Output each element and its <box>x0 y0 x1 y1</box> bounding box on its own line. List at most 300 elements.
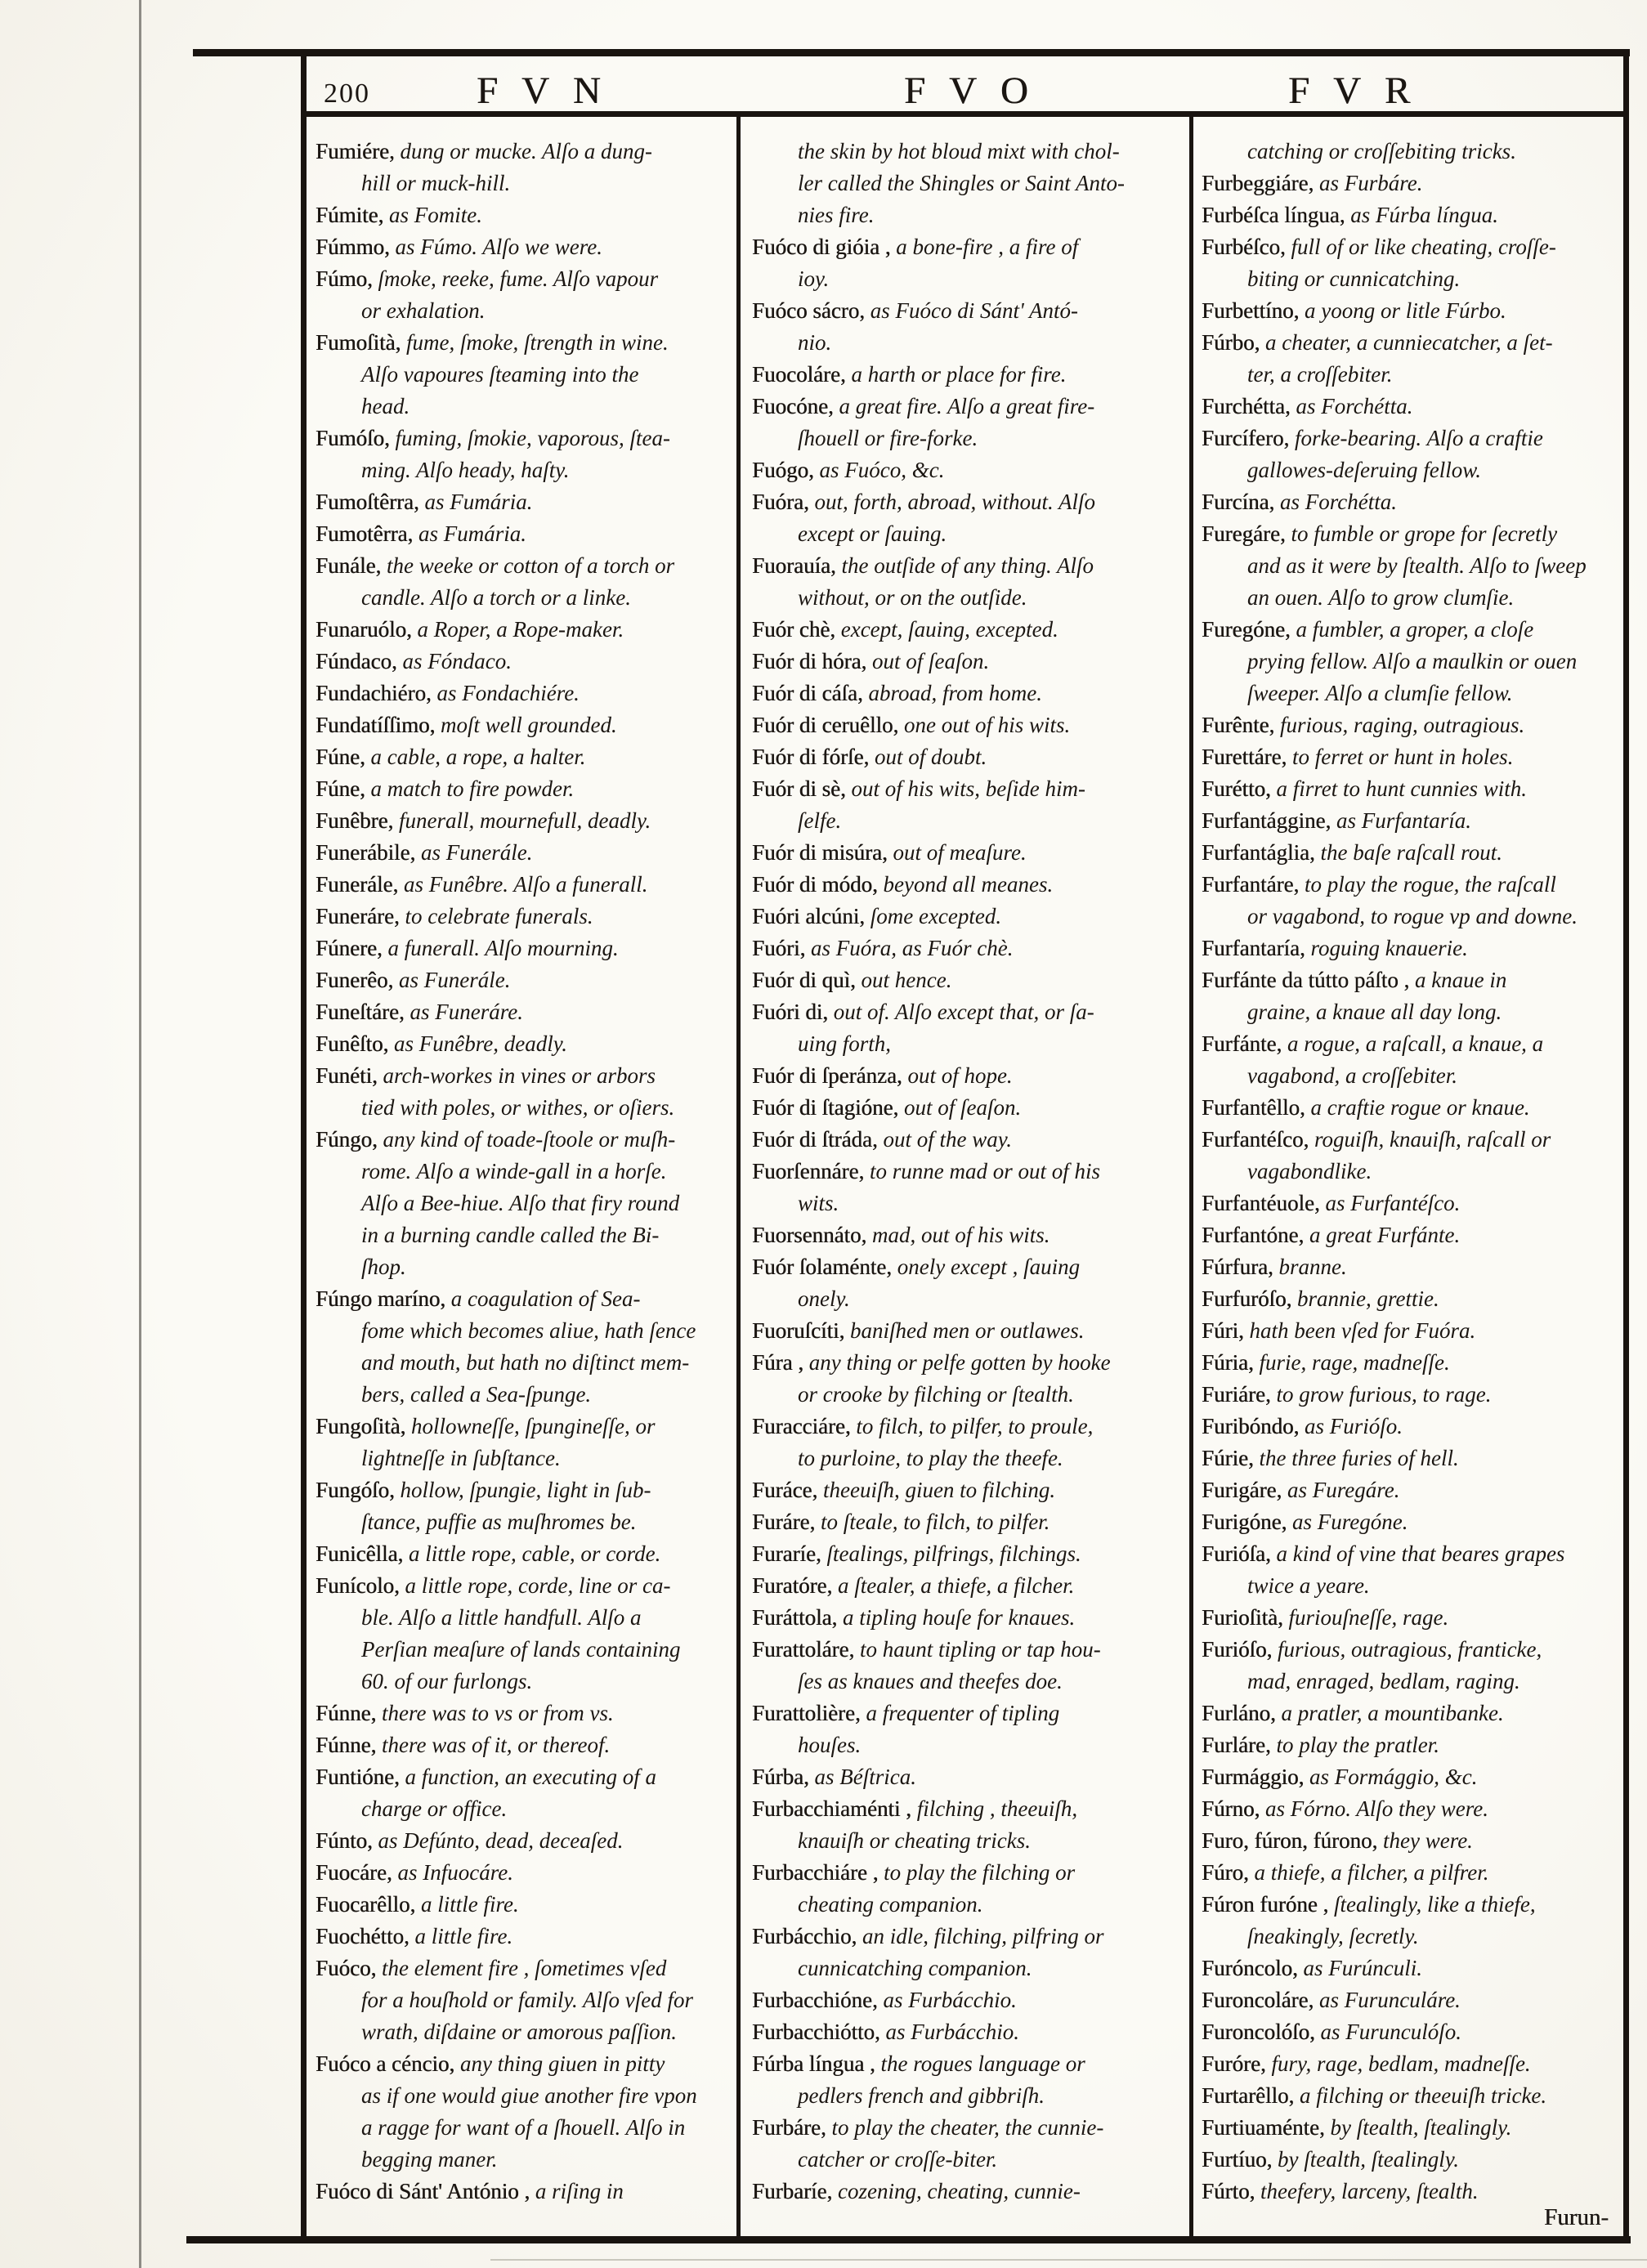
gloss-text: beyond all meanes. <box>883 872 1054 897</box>
running-head-fvn: F V N <box>477 69 608 112</box>
gloss-text: as Forchétta. <box>1296 394 1413 418</box>
headword: Furioſità, <box>1202 1605 1283 1630</box>
dictionary-entry <box>1202 964 1623 1028</box>
dictionary-entry <box>752 1984 1185 2016</box>
dictionary-entry <box>1202 1825 1623 1857</box>
dictionary-entry <box>1202 837 1623 869</box>
dictionary-entry <box>752 709 1185 741</box>
dictionary-entry <box>1202 168 1623 199</box>
gloss-text: out of ſeaſon. <box>903 1095 1022 1120</box>
headword: Fuór di quì, <box>752 968 856 992</box>
gloss-text: they were. <box>1382 1828 1473 1853</box>
headword: Fumiére, <box>316 139 395 163</box>
dictionary-entry <box>316 1411 736 1474</box>
gloss-line: ble. Alſo a little handfull. Alſo a <box>361 1605 642 1630</box>
gloss-text: the weeke or cotton of a torch or <box>387 553 675 578</box>
gloss-text: as Fúrba língua. <box>1350 203 1498 227</box>
lower-page-edge-line <box>490 2259 1647 2261</box>
gloss-text: to play the rogue, the raſcall <box>1304 872 1556 897</box>
gloss-text: as Fumária. <box>424 490 533 514</box>
gloss-line: ler called the Shingles or Saint Anto- <box>798 171 1125 195</box>
column-2 <box>752 136 1185 2208</box>
gloss-text: the rogues language or <box>880 2051 1085 2076</box>
dictionary-entry <box>1202 199 1623 231</box>
headword: Furibóndo, <box>1202 1414 1300 1438</box>
dictionary-entry <box>1202 869 1623 933</box>
dictionary-entry <box>752 1793 1185 1857</box>
gloss-text: out of doubt. <box>874 745 987 769</box>
headword: Fuóri alcúni, <box>752 904 865 928</box>
headword: Fuór di cáſa, <box>752 681 863 705</box>
dictionary-entry <box>316 263 736 327</box>
headword: Furfantóne, <box>1202 1223 1305 1247</box>
gloss-text: as Fondachiére. <box>436 681 580 705</box>
headword: Fúnne, <box>316 1701 377 1725</box>
gloss-text: a rogue, a raſcall, a knaue, a <box>1287 1031 1544 1056</box>
headword: Fuóri di, <box>752 1000 829 1024</box>
gloss-line: uing forth, <box>798 1031 892 1056</box>
headword: Furchétta, <box>1202 394 1291 418</box>
gloss-text: a pratler, a mountibanke. <box>1281 1701 1504 1725</box>
gloss-text: the baſe raſcall rout. <box>1320 840 1502 865</box>
gloss-text: a little rope, corde, line or ca- <box>405 1573 671 1598</box>
headword: Funerábile, <box>316 840 416 865</box>
dictionary-entry <box>316 1283 736 1411</box>
headword: Furfánte da tútto páſto , <box>1202 968 1410 992</box>
headword: Furigóne, <box>1202 1510 1287 1534</box>
gloss-text: except, ſauing, excepted. <box>840 617 1058 642</box>
gloss-text: hollow, ſpungie, light in ſub- <box>400 1478 651 1502</box>
dictionary-entry <box>1202 518 1623 614</box>
headword: Fumoſità, <box>316 330 401 355</box>
dictionary-entry <box>1202 1761 1623 1793</box>
headword: Funerêo, <box>316 968 394 992</box>
headword: Funále, <box>316 553 382 578</box>
dictionary-entry <box>752 1506 1185 1538</box>
dictionary-entry <box>752 901 1185 933</box>
headword: Furfantêllo, <box>1202 1095 1305 1120</box>
headword: Furbaríe, <box>752 2179 833 2203</box>
gloss-line: or vagabond, to rogue vp and downe. <box>1247 904 1578 928</box>
gloss-line: onely. <box>798 1286 850 1311</box>
headword: Fúnere, <box>316 936 383 960</box>
gloss-text: to ferret or hunt in holes. <box>1291 745 1514 769</box>
dictionary-entry <box>316 869 736 901</box>
headword: Furfánte, <box>1202 1031 1282 1056</box>
dictionary-entry <box>1202 2144 1623 2176</box>
gloss-text: as Defúnto, dead, deceaſed. <box>378 1828 624 1853</box>
dictionary-entry <box>1202 1347 1623 1379</box>
dictionary-entry <box>1202 614 1623 709</box>
gloss-text: fume, ſmoke, ſtrength in wine. <box>406 330 669 355</box>
gloss-line: except or ſauing. <box>798 521 947 546</box>
gloss-text: out, forth, abroad, without. Alſo <box>814 490 1096 514</box>
gloss-text: out of meaſure. <box>893 840 1027 865</box>
gloss-text: abroad, from home. <box>868 681 1042 705</box>
gloss-text: roguiſh, knauiſh, raſcall or <box>1314 1127 1551 1152</box>
headword: Fuorsennáto, <box>752 1223 867 1247</box>
headword: Furacciáre, <box>752 1414 851 1438</box>
gloss-text: hath been vſed for Fuóra. <box>1249 1318 1476 1343</box>
gloss-text: brannie, grettie. <box>1297 1286 1439 1311</box>
headword: Fuocoláre, <box>752 362 846 387</box>
dictionary-entry <box>316 1825 736 1857</box>
headword: Furbacchiótto, <box>752 2020 880 2044</box>
gloss-text: as Furúnculi. <box>1303 1956 1422 1980</box>
headword: Furbéſca língua, <box>1202 203 1345 227</box>
gloss-text: ſmoke, reeke, fume. Alſo vapour <box>378 266 659 291</box>
dictionary-entry <box>1202 2048 1623 2080</box>
gloss-text: to play the filching or <box>884 1860 1076 1885</box>
gloss-text: a coagulation of Sea- <box>450 1286 641 1311</box>
dictionary-entry <box>752 1921 1185 1984</box>
gloss-line: Alſo a Bee-hiue. Alſo that firy round <box>361 1191 680 1215</box>
gloss-text: as Funeráre. <box>410 1000 523 1024</box>
headword: Fuór di ſtráda, <box>752 1127 878 1152</box>
dictionary-entry <box>316 2176 736 2208</box>
headword: Fúrba, <box>752 1765 809 1789</box>
dictionary-entry <box>752 1411 1185 1474</box>
headword: Furtiuaménte, <box>1202 2115 1325 2140</box>
gloss-text: one out of his wits. <box>903 713 1071 737</box>
headword: Fúngo maríno, <box>316 1286 445 1311</box>
headword: Fuór ſolaménte, <box>752 1255 892 1279</box>
gloss-text: there was to vs or from vs. <box>382 1701 614 1725</box>
frame-rule-left <box>301 49 307 2243</box>
gloss-line: hill or muck-hill. <box>361 171 511 195</box>
headword: Funaruólo, <box>316 617 412 642</box>
frame-rule-right <box>1623 49 1629 2243</box>
gloss-text: a great fire. Alſo a great fire- <box>839 394 1095 418</box>
dictionary-entry <box>1202 1793 1623 1825</box>
dictionary-entry <box>752 964 1185 996</box>
gloss-line: an ouen. Alſo to grow clumſie. <box>1247 585 1515 610</box>
dictionary-entry <box>1202 1251 1623 1283</box>
dictionary-entry <box>1202 1028 1623 1092</box>
dictionary-entry <box>1202 741 1623 773</box>
gloss-line: mad, enraged, bedlam, raging. <box>1247 1669 1520 1693</box>
gloss-text: full of or like cheating, croſſe- <box>1291 235 1556 259</box>
headword: Furbacchiaménti , <box>752 1796 911 1821</box>
dictionary-entry <box>316 837 736 869</box>
gloss-text: out of. Alſo except that, or ſa- <box>833 1000 1094 1024</box>
gloss-line: ming. Alſo heady, haſty. <box>361 458 570 482</box>
column-divider-1 <box>736 117 741 2238</box>
dictionary-entry <box>1202 1219 1623 1251</box>
headword: Furcífero, <box>1202 426 1290 450</box>
dictionary-entry <box>752 1474 1185 1506</box>
headword: Furmággio, <box>1202 1765 1305 1789</box>
headword: Furegóne, <box>1202 617 1291 642</box>
headword: Fuóco, <box>316 1956 377 1980</box>
gloss-line: ſweeper. Alſo a clumſie fellow. <box>1247 681 1513 705</box>
headword: Furiáre, <box>1202 1382 1271 1407</box>
gloss-text: to runne mad or out of his <box>869 1159 1100 1183</box>
dictionary-entry <box>316 231 736 263</box>
dictionary-entry <box>752 2016 1185 2048</box>
gloss-line: cunnicatching companion. <box>798 1956 1032 1980</box>
headword: Furoncolóſo, <box>1202 2020 1315 2044</box>
headword: Fuocáre, <box>316 1860 392 1885</box>
dictionary-entry <box>1202 2080 1623 2112</box>
gloss-text: as Furfantaría. <box>1336 808 1471 833</box>
gloss-text: a little rope, cable, or corde. <box>408 1541 661 1566</box>
dictionary-entry <box>1202 2016 1623 2048</box>
headword: Fuógo, <box>752 458 814 482</box>
headword: Furattoláre, <box>752 1637 855 1662</box>
gloss-line: tied with poles, or withes, or oſiers. <box>361 1095 675 1120</box>
headword: Fuór chè, <box>752 617 835 642</box>
headword: Furfantéſco, <box>1202 1127 1309 1152</box>
headword: Furláno, <box>1202 1701 1276 1725</box>
gloss-line: fome which becomes aliue, hath ſence <box>361 1318 696 1343</box>
headword: Furáre, <box>752 1510 816 1534</box>
dictionary-entry <box>1202 1729 1623 1761</box>
dictionary-entry <box>316 1028 736 1060</box>
headword: Fuór di sè, <box>752 776 846 801</box>
gloss-line: Alſo vapoures ſteaming into the <box>361 362 639 387</box>
gloss-text: a riſing in <box>535 2179 624 2203</box>
headword: Fuorauía, <box>752 553 836 578</box>
gloss-line: twice a yeare. <box>1247 1573 1370 1598</box>
gloss-text: dung or mucke. Alſo a dung- <box>400 139 652 163</box>
dictionary-entry <box>1202 1474 1623 1506</box>
gloss-line: as if one would giue another fire vpon <box>361 2083 697 2108</box>
dictionary-entry <box>752 295 1185 359</box>
gloss-text: theefery, larceny, ſtealth. <box>1260 2179 1479 2203</box>
gloss-text: a fumbler, a groper, a cloſe <box>1296 617 1534 642</box>
dictionary-entry <box>752 1538 1185 1570</box>
headword: Furáttola, <box>752 1605 838 1630</box>
headword: Funéti, <box>316 1063 378 1088</box>
dictionary-entry <box>316 741 736 773</box>
dictionary-entry <box>316 964 736 996</box>
headword: Fundachiéro, <box>316 681 432 705</box>
gloss-text: any kind of toade-ſtoole or muſh- <box>383 1127 676 1152</box>
dictionary-entry <box>752 2112 1185 2176</box>
gloss-text: a kind of vine that beares grapes <box>1276 1541 1565 1566</box>
headword: Funícolo, <box>316 1573 400 1598</box>
headword: Funeſtáre, <box>316 1000 405 1024</box>
headword: Fuóco di Sánt' António , <box>316 2179 530 2203</box>
gloss-line: a ragge for want of a ſhouell. Alſo in <box>361 2115 686 2140</box>
headword: Fuóra, <box>752 490 809 514</box>
dictionary-entry <box>316 1761 736 1825</box>
gloss-text: a match to fire powder. <box>370 776 575 801</box>
headword: Funeráre, <box>316 904 400 928</box>
headword: Fumotêrra, <box>316 521 414 546</box>
headword: Furfantággine, <box>1202 808 1331 833</box>
headword: Fúndaco, <box>316 649 397 673</box>
catchword: Furun- <box>1544 2204 1609 2230</box>
dictionary-entry <box>1202 1538 1623 1602</box>
dictionary-entry <box>1202 1602 1623 1634</box>
gloss-text: as Fóndaco. <box>402 649 512 673</box>
gloss-text: a firret to hunt cunnies with. <box>1276 776 1527 801</box>
headword: Fungoſità, <box>316 1414 406 1438</box>
gloss-text: as Furbáre. <box>1318 171 1423 195</box>
headword: Fúron furóne , <box>1202 1892 1329 1917</box>
dictionary-entry <box>752 678 1185 709</box>
headword: Fuorſennáre, <box>752 1159 865 1183</box>
gloss-line: or exhalation. <box>361 298 486 323</box>
dictionary-entry <box>752 1251 1185 1315</box>
headword: Fúra , <box>752 1350 803 1375</box>
gloss-line: charge or office. <box>361 1796 508 1821</box>
dictionary-entry <box>1202 1698 1623 1729</box>
column-divider-2 <box>1189 117 1193 2238</box>
gloss-text: ſtealings, pilfrings, filchings. <box>826 1541 1081 1566</box>
headword: Furegáre, <box>1202 521 1286 546</box>
dictionary-entry <box>752 391 1185 454</box>
headword: Furbácchio, <box>752 1924 857 1948</box>
headword: Fúrba língua , <box>752 2051 875 2076</box>
headword: Furoncoláre, <box>1202 1988 1314 2012</box>
dictionary-entry <box>1202 2112 1623 2144</box>
gloss-line: ioy. <box>798 266 830 291</box>
dictionary-entry <box>1202 1315 1623 1347</box>
gloss-text: a little fire. <box>420 1892 519 1917</box>
dictionary-entry <box>1202 423 1623 486</box>
dictionary-entry <box>752 1570 1185 1602</box>
gloss-text: as Fumária. <box>418 521 526 546</box>
gloss-text: as Furunculóſo. <box>1320 2020 1461 2044</box>
dictionary-entry <box>752 1315 1185 1347</box>
headword: Fúrbo, <box>1202 330 1260 355</box>
gloss-text: as Funêbre. Alſo a funerall. <box>403 872 648 897</box>
gloss-text: to haunt tipling or tap hou- <box>859 1637 1101 1662</box>
headword: Furáce, <box>752 1478 818 1502</box>
gloss-line: gallowes-deſeruing fellow. <box>1247 458 1481 482</box>
dictionary-entry <box>1202 1283 1623 1315</box>
dictionary-entry <box>752 1761 1185 1793</box>
headword: Fúrto, <box>1202 2179 1255 2203</box>
headword: Fúnto, <box>316 1828 373 1853</box>
dictionary-entry <box>316 678 736 709</box>
headword: Fuoruſcíti, <box>752 1318 845 1343</box>
dictionary-entry <box>316 550 736 614</box>
headword: Fundatíſſimo, <box>316 713 436 737</box>
dictionary-entry <box>316 614 736 646</box>
dictionary-entry <box>316 486 736 518</box>
headword: Funêſto, <box>316 1031 389 1056</box>
gloss-line: begging maner. <box>361 2147 498 2172</box>
dictionary-entry <box>316 1857 736 1889</box>
gloss-text: as Funêbre, deadly. <box>394 1031 567 1056</box>
dictionary-entry <box>316 1474 736 1538</box>
column-3 <box>1202 136 1623 2208</box>
headword: Fuóco a céncio, <box>316 2051 455 2076</box>
headword: Furfantaría, <box>1202 936 1305 960</box>
gloss-text: as Béſtrica. <box>814 1765 916 1789</box>
gloss-text: to filch, to pilfer, to proule, <box>856 1414 1094 1438</box>
headword: Furétto, <box>1202 776 1271 801</box>
dictionary-entry <box>316 423 736 486</box>
headword: Furatóre, <box>752 1573 833 1598</box>
headword: Funicêlla, <box>316 1541 404 1566</box>
headword: Fuór di ſperánza, <box>752 1063 902 1088</box>
gloss-text: out of his wits, beſide him- <box>851 776 1085 801</box>
frame-rule-bottom <box>186 2236 1631 2243</box>
headword: Funtióne, <box>316 1765 400 1789</box>
dictionary-entry <box>316 1921 736 1953</box>
gloss-line: lightneſſe in ſubſtance. <box>361 1446 561 1470</box>
gloss-text: a little fire. <box>414 1924 513 1948</box>
entry-continuation <box>752 136 1185 231</box>
headword: Fúmo, <box>316 266 373 291</box>
headword: Fuocarêllo, <box>316 1892 416 1917</box>
dictionary-entry <box>752 454 1185 486</box>
headword: Furtarêllo, <box>1202 2083 1295 2108</box>
gloss-text: moſt well grounded. <box>441 713 617 737</box>
gloss-text: branne. <box>1278 1255 1347 1279</box>
dictionary-entry <box>752 2176 1185 2208</box>
headword: Furaríe, <box>752 1541 821 1566</box>
dictionary-entry <box>752 741 1185 773</box>
dictionary-entry <box>752 1602 1185 1634</box>
gloss-text: as Funerále. <box>398 968 511 992</box>
gloss-line: rome. Alſo a winde-gall in a horſe. <box>361 1159 667 1183</box>
gloss-line: ſhouell or fire-forke. <box>798 426 978 450</box>
gloss-line: in a burning candle called the Bi- <box>361 1223 660 1247</box>
dictionary-entry <box>752 1092 1185 1124</box>
headword: Fuocóne, <box>752 394 834 418</box>
gloss-text: onely except , ſauing <box>897 1255 1081 1279</box>
dictionary-entry <box>752 1634 1185 1698</box>
gloss-text: the three furies of hell. <box>1259 1446 1459 1470</box>
gloss-text: a craftie rogue or knaue. <box>1310 1095 1530 1120</box>
gloss-line: vagabondlike. <box>1247 1159 1372 1183</box>
headword: Furfantáglia, <box>1202 840 1315 865</box>
gloss-text: to play the pratler. <box>1276 1733 1439 1757</box>
gloss-line: graine, a knaue all day long. <box>1247 1000 1502 1024</box>
gloss-text: as Funerále. <box>420 840 533 865</box>
dictionary-entry <box>316 805 736 837</box>
dictionary-entry <box>316 709 736 741</box>
dictionary-entry <box>752 1124 1185 1156</box>
gloss-text: a frequenter of tipling <box>866 1701 1060 1725</box>
dictionary-entry <box>1202 1411 1623 1443</box>
headword: Furfantáre, <box>1202 872 1300 897</box>
gloss-text: forke-bearing. Alſo a craftie <box>1294 426 1543 450</box>
gloss-line: ter, a croſſebiter. <box>1247 362 1393 387</box>
headword: Furfantéuole, <box>1202 1191 1320 1215</box>
dictionary-entry <box>316 1570 736 1698</box>
gloss-text: fuming, ſmokie, vaporous, ſtea- <box>395 426 670 450</box>
dictionary-entry <box>1202 709 1623 741</box>
dictionary-entry <box>1202 391 1623 423</box>
gloss-line: for a houſhold or family. Alſo vſed for <box>361 1988 694 2012</box>
gloss-text: a funerall. Alſo mourning. <box>387 936 619 960</box>
headword: Fuóco sácro, <box>752 298 865 323</box>
gloss-text: ſome excepted. <box>870 904 1002 928</box>
gloss-text: as Fuóra, as Fuór chè. <box>811 936 1014 960</box>
column-1 <box>316 136 736 2208</box>
gloss-text: a ſtealer, a thiefe, a filcher. <box>837 1573 1075 1598</box>
headword: Fúnne, <box>316 1733 377 1757</box>
gloss-text: any thing or pelfe gotten by hooke <box>808 1350 1111 1375</box>
gloss-line: head. <box>361 394 410 418</box>
gloss-text: a yoong or litle Fúrbo. <box>1305 298 1506 323</box>
dictionary-entry <box>752 933 1185 964</box>
dictionary-entry <box>752 773 1185 837</box>
gloss-line: ſes as knaues and theefes doe. <box>798 1669 1063 1693</box>
gloss-line: catching or croſſebiting tricks. <box>1247 139 1516 163</box>
dictionary-entry <box>316 1889 736 1921</box>
running-head-fvo: F V O <box>904 69 1036 112</box>
dictionary-entry <box>752 1219 1185 1251</box>
running-head-fvr: F V R <box>1288 69 1418 112</box>
